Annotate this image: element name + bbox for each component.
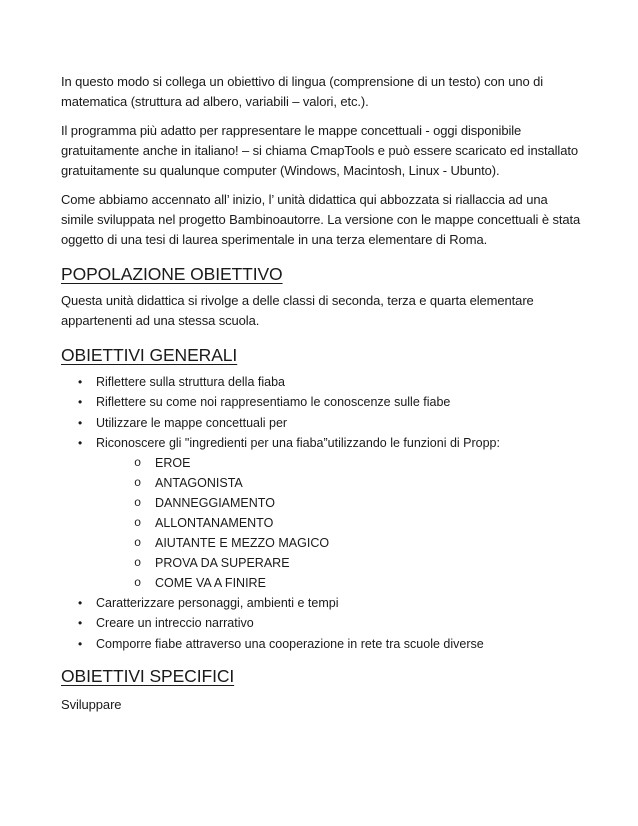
bullet-icon: • (78, 395, 83, 410)
sub-list-item (96, 493, 581, 513)
list-item-text: Riconoscere gli "ingredienti per una fiaba”utilizzando le funzioni di Propp: (96, 435, 500, 450)
heading-obiettivi-generali: OBIETTIVI GENERALI (61, 345, 238, 365)
list-item-text: Riflettere su come noi rappresentiamo le conoscenze sulle fiabe (96, 395, 451, 410)
list-item (61, 613, 581, 633)
circle-bullet-icon: o (134, 496, 142, 511)
propp-functions-list (96, 453, 581, 593)
list-item-text: Riflettere sulla struttura della fiaba (96, 375, 285, 389)
list-item (61, 372, 581, 392)
sub-list-item-text: ALLONTANAMENTO (155, 516, 274, 531)
bullet-icon: • (78, 616, 83, 631)
circle-bullet-icon: o (134, 456, 142, 471)
bullet-icon: • (78, 435, 83, 450)
intro-paragraph-1: In questo modo si collega un obiettivo di lingua (comprensione di un testo) con uno di matematica (struttura ad albero, variabili – valori, etc.). (61, 74, 544, 109)
sub-list-item (96, 453, 581, 473)
list-item-text: Caratterizzare personaggi, ambienti e tempi (96, 596, 339, 611)
sub-list-item-text: ANTAGONISTA (155, 476, 243, 491)
document-page (61, 72, 581, 715)
bullet-icon: • (78, 415, 83, 430)
list-item (61, 433, 581, 593)
sub-list-item (96, 573, 581, 593)
obiettivi-specifici-paragraph: Sviluppare (61, 697, 122, 713)
heading-popolazione-obiettivo: POPOLAZIONE OBIETTIVO (61, 264, 283, 284)
heading-obiettivi-specifici: OBIETTIVI SPECIFICI (61, 666, 235, 687)
sub-list-item (96, 513, 581, 533)
list-item (61, 413, 581, 433)
list-item-text: Utilizzare le mappe concettuali per (96, 415, 288, 430)
intro-paragraph-2: Il programma più adatto per rappresentare le mappe concettuali - oggi disponibile gratuitamente anche in italiano! – si chiama CmapTools e può essere scaricato ed installato gratuitamente su qualunque computer (Windows, Macintosh, Linux - Ubunto). (61, 123, 578, 178)
intro-paragraph-3: Come abbiamo accennato all’ inizio, l’ unità didattica qui abbozzata si riallaccia ad una simile sviluppata nel progetto Bambinoautorre. La versione con le mappe concettuali è stata oggetto di una tesi di laurea sperimentale in una terza elementare di Roma. (61, 192, 581, 247)
sub-list-item-text: PROVA DA SUPERARE (155, 556, 290, 571)
circle-bullet-icon: o (134, 576, 142, 591)
sub-list-item-text: DANNEGGIAMENTO (155, 496, 275, 511)
sub-list-item (96, 473, 581, 493)
circle-bullet-icon: o (134, 516, 142, 531)
bullet-icon: • (78, 375, 83, 389)
bullet-icon: • (78, 596, 83, 611)
obiettivi-generali-list (61, 372, 581, 654)
circle-bullet-icon: o (134, 536, 142, 551)
sub-list-item (96, 553, 581, 573)
bullet-icon: • (78, 636, 83, 651)
popolazione-paragraph: Questa unità didattica si rivolge a delle classi di seconda, terza e quarta elementare appartenenti ad una stessa scuola. (61, 293, 534, 328)
circle-bullet-icon: o (134, 476, 142, 491)
list-item (61, 634, 581, 654)
list-item-text: Creare un intreccio narrativo (96, 616, 254, 631)
sub-list-item (96, 533, 581, 553)
list-item-text: Comporre fiabe attraverso una cooperazione in rete tra scuole diverse (96, 636, 484, 651)
list-item (61, 392, 581, 412)
sub-list-item-text: COME VA A FINIRE (155, 576, 266, 591)
list-item (61, 593, 581, 613)
sub-list-item-text: AIUTANTE E MEZZO MAGICO (155, 536, 330, 551)
sub-list-item-text: EROE (155, 456, 191, 471)
circle-bullet-icon: o (134, 556, 142, 571)
